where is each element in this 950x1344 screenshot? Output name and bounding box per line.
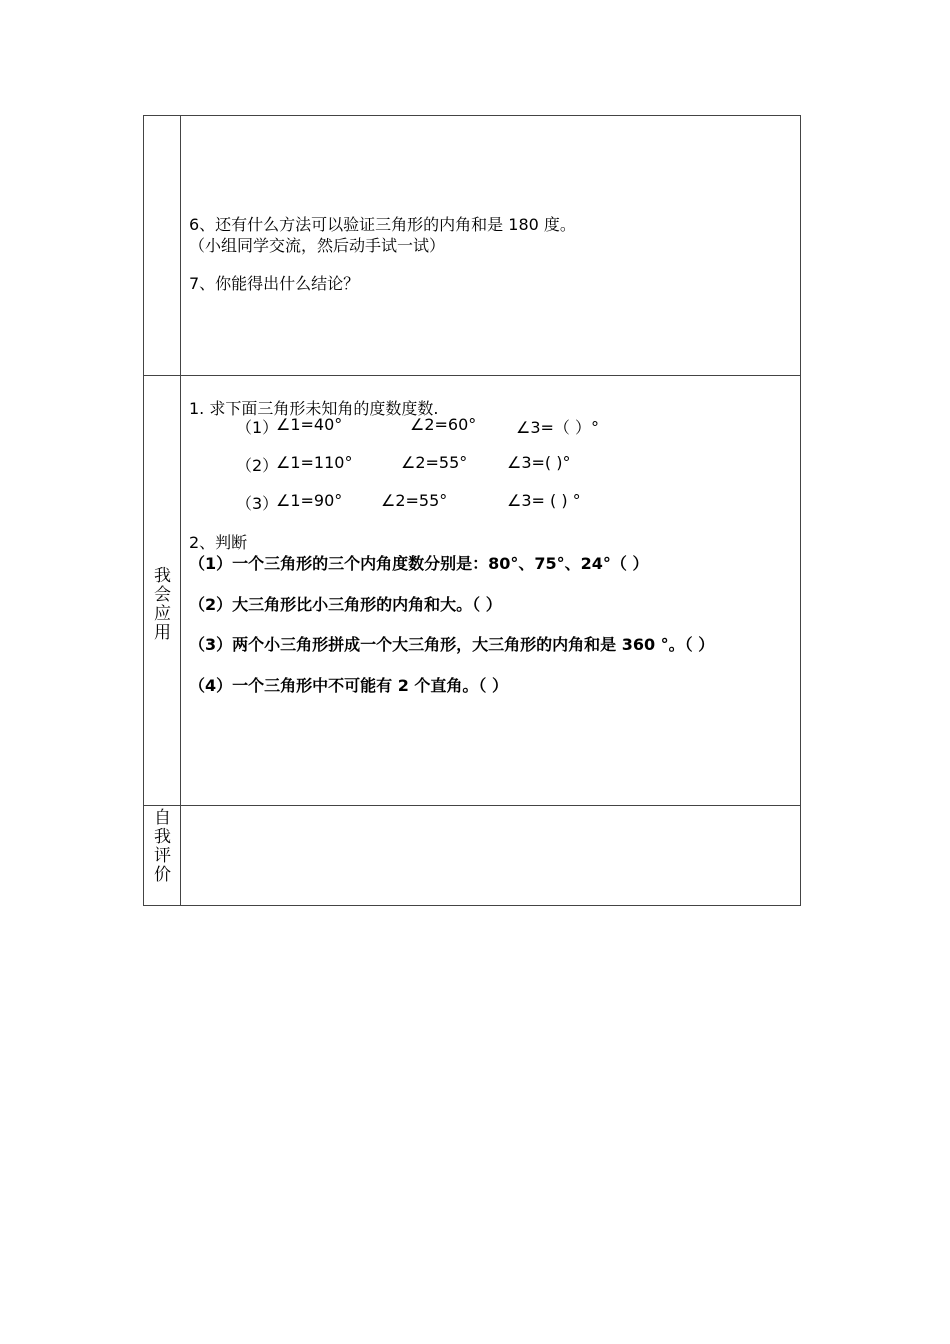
question-7: 7、你能得出什么结论？: [189, 274, 360, 293]
q1-item-1-angle2: ∠2=60°: [410, 415, 477, 434]
q2-item-1: （1）一个三角形的三个内角度数分别是：80°、75°、24°（ ）: [189, 554, 649, 573]
row-label-cell: [144, 376, 181, 805]
row-label-cell: [144, 116, 181, 375]
q1-item-2-angle1: ∠1=110°: [276, 453, 353, 472]
row-exploration: [143, 115, 801, 375]
q1-item-3-angle1: ∠1=90°: [276, 491, 343, 510]
q1-item-1-angle3: ∠3=（ ）°: [516, 418, 600, 437]
q1-item-1-num: （1）: [236, 418, 279, 437]
q1-item-3-angle3: ∠3= ( ) °: [507, 491, 581, 510]
q2-item-3: （3）两个小三角形拼成一个大三角形，大三角形的内角和是 360 °。（ ）: [189, 635, 715, 654]
q1-item-3-num: （3）: [236, 494, 279, 513]
worksheet-table: [143, 115, 803, 906]
question-6-note: （小组同学交流，然后动手试一试）: [189, 236, 446, 255]
row-application: [143, 375, 801, 805]
q2-item-4: （4）一个三角形中不可能有 2 个直角。（ ）: [189, 676, 508, 695]
q1-item-2-num: （2）: [236, 456, 279, 475]
row-label-application: 我 会 应 用: [154, 566, 171, 643]
row-label-self-evaluation: 自 我 评 价: [154, 808, 171, 885]
question-1-title: 1. 求下面三角形未知角的度数度数.: [189, 399, 439, 418]
row-label-cell: [144, 806, 181, 905]
question-6: 6、还有什么方法可以验证三角形的内角和是 180 度。: [189, 215, 576, 234]
question-2-title: 2、判断: [189, 533, 248, 552]
q2-item-2: （2）大三角形比小三角形的内角和大。（ ）: [189, 595, 502, 614]
q1-item-2-angle2: ∠2=55°: [401, 453, 468, 472]
q1-item-1-angle1: ∠1=40°: [276, 415, 343, 434]
q1-item-3-angle2: ∠2=55°: [381, 491, 448, 510]
q1-item-2-angle3: ∠3=( )°: [507, 453, 571, 472]
row-self-evaluation: [143, 805, 801, 906]
